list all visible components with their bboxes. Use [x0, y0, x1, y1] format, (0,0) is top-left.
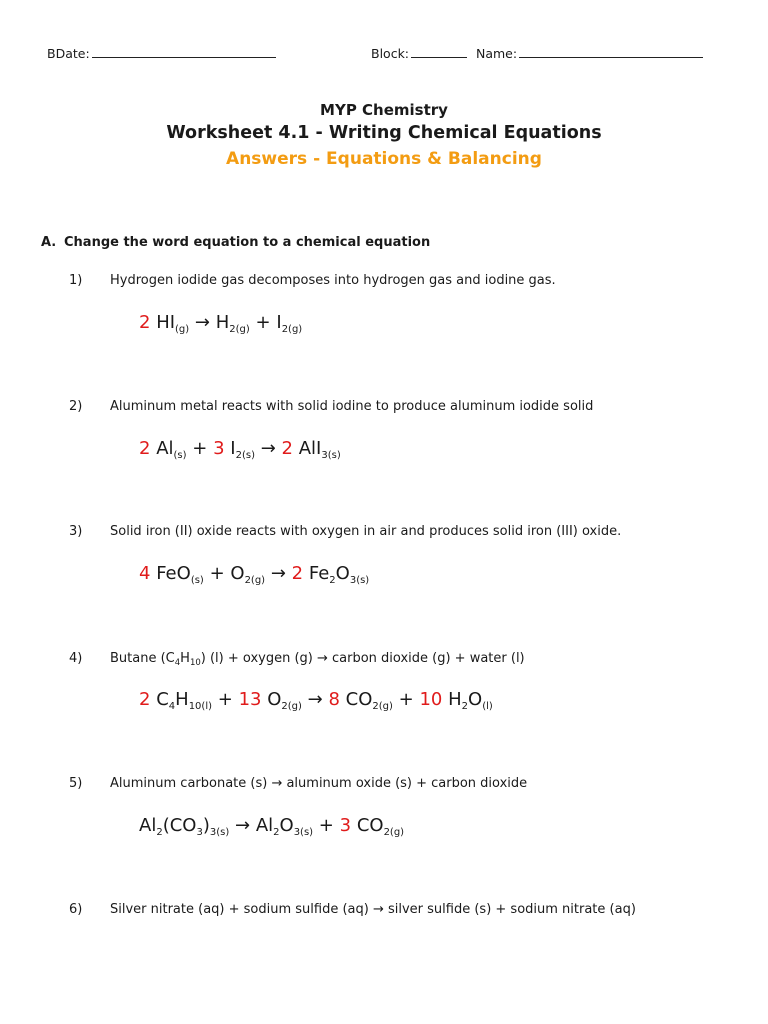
coefficient: 3	[339, 815, 352, 836]
coefficient: 2	[291, 563, 304, 584]
question-text: Hydrogen iodide gas decomposes into hydrogen gas and iodine gas.	[110, 273, 556, 288]
coefficient: 10	[419, 689, 443, 710]
section-heading-text: Change the word equation to a chemical equation	[64, 235, 431, 250]
coefficient: 2	[139, 689, 151, 710]
chemical-equation	[139, 815, 404, 836]
coefficient: 4	[139, 563, 151, 584]
coefficient: 2	[139, 438, 151, 459]
name-label: Name:	[476, 46, 518, 61]
coefficient: 2	[281, 438, 293, 459]
plus-sign: +	[318, 815, 334, 836]
formula: $H_{2(g)}$	[215, 312, 250, 335]
formula: $C_4H_{10(l)}$	[156, 689, 212, 712]
block-label: Block:	[371, 46, 410, 61]
arrow: →	[194, 312, 211, 333]
course-title: MYP Chemistry	[320, 101, 448, 119]
question-text: Aluminum metal reacts with solid iodine to produce aluminum iodide solid	[110, 399, 594, 414]
block-blank-field[interactable]	[411, 45, 467, 58]
section-letter: A.	[41, 235, 57, 250]
plus-sign: +	[209, 563, 225, 584]
question-text: Aluminum carbonate (s) → aluminum oxide (s) + carbon dioxide	[110, 776, 528, 791]
question-text: Solid iron (II) oxide reacts with oxygen in air and produces solid iron (III) oxide.	[110, 524, 622, 539]
formula: $CO_{2(g)}$	[356, 815, 405, 838]
plus-sign: +	[217, 689, 233, 710]
worksheet-title: Worksheet 4.1 - Writing Chemical Equations	[166, 123, 602, 143]
formula: $HI_{(g)}$	[156, 312, 190, 335]
formula: AlI$_{3(s)}$	[298, 438, 341, 461]
name-blank-field[interactable]	[519, 45, 703, 58]
formula: FeO$_{(s)}$	[156, 563, 204, 586]
question-number: 6)	[69, 902, 83, 917]
plus-sign: +	[398, 689, 414, 710]
formula: $Al_2O_{3(s)}$	[255, 815, 314, 838]
formula: $Fe_2O_{3(s)}$	[308, 563, 370, 586]
plus-sign: +	[255, 312, 271, 333]
formula: $Al_{(s)}$	[156, 438, 187, 461]
formula: $I_{2(s)}$	[230, 438, 255, 461]
coefficient: 13	[238, 689, 262, 710]
header-block	[371, 45, 467, 61]
question-number: 3)	[69, 524, 83, 539]
arrow: →	[234, 815, 251, 836]
question-text: Butane $(C_4H_{10}) (l)$ + oxygen (g) → carbon dioxide (g) + water (l)	[110, 651, 525, 668]
coefficient: 2	[139, 312, 151, 333]
header-name	[476, 45, 703, 61]
question-number: 2)	[69, 399, 83, 414]
question-text: Silver nitrate (aq) + sodium sulfide (aq) → silver sulfide (s) + sodium nitrate (aq)	[110, 902, 636, 917]
chemical-equation	[139, 563, 369, 584]
header-date	[47, 45, 276, 61]
date-blank-field[interactable]	[92, 45, 276, 58]
arrow: →	[270, 563, 286, 584]
plus-sign: +	[192, 438, 208, 459]
answers-subtitle: Answers - Equations & Balancing	[226, 149, 542, 169]
arrow: →	[307, 689, 323, 710]
question-number: 1)	[69, 273, 83, 288]
question-number: 4)	[69, 651, 83, 666]
chemical-equation	[139, 438, 341, 459]
coefficient: 3	[213, 438, 225, 459]
chemical-equation	[139, 312, 302, 333]
formula: $O_{2(g)}$	[230, 563, 266, 586]
formula: $I_{2(g)}$	[276, 312, 303, 335]
section-heading	[41, 235, 430, 250]
formula: $Al_2(CO_3)_{3(s)}$	[139, 815, 230, 838]
formula: $O_{2(g)}$	[267, 689, 302, 712]
arrow: →	[260, 438, 276, 459]
date-label: BDate:	[47, 46, 90, 61]
coefficient: 8	[328, 689, 340, 710]
formula: $H_2O_{(l)}$	[448, 689, 493, 712]
formula: $CO_{2(g)}$	[345, 689, 393, 712]
question-number: 5)	[69, 776, 83, 791]
chemical-equation	[139, 689, 493, 710]
